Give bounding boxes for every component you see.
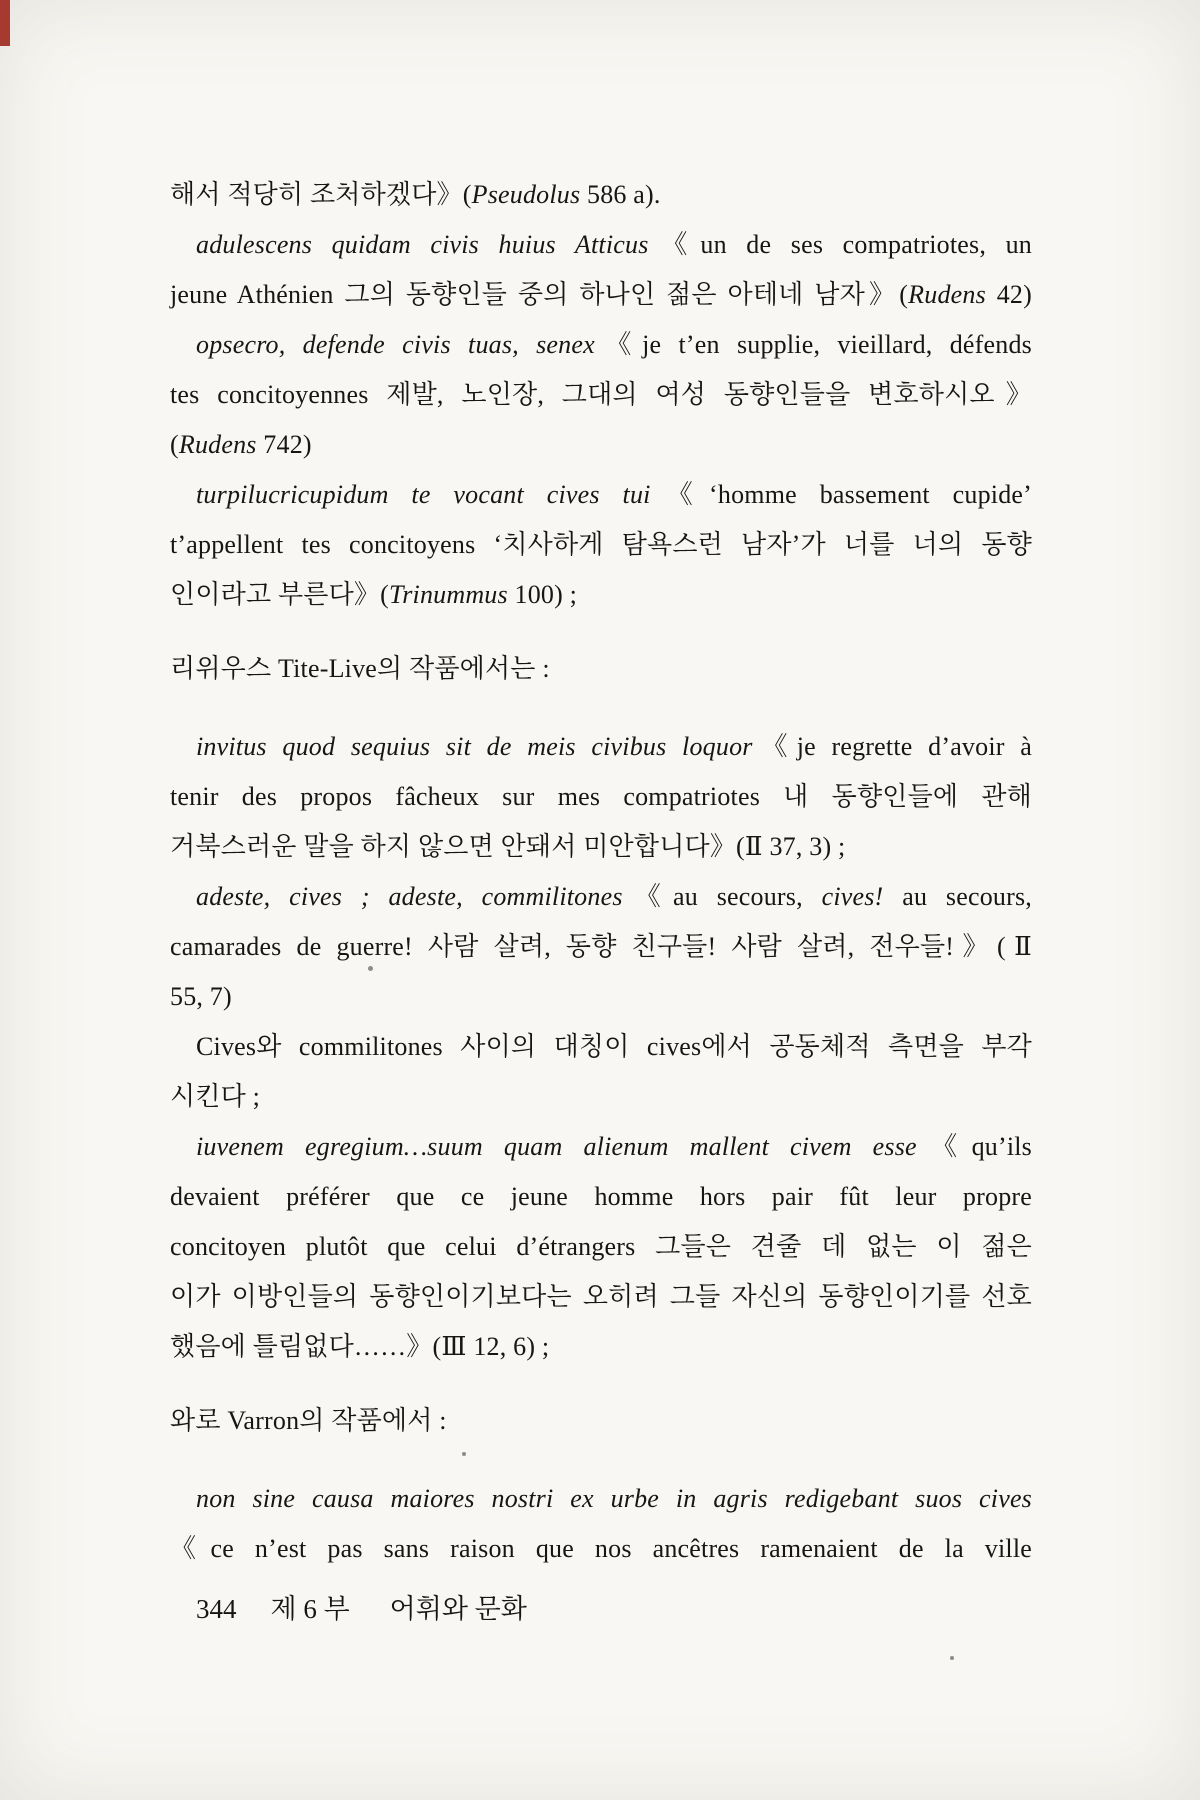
paragraph xyxy=(170,320,1032,470)
latin-quote-segment: invitus quod sequius sit de meis civibus loquor xyxy=(196,732,753,761)
text-line xyxy=(170,1322,1032,1372)
latin-quote-segment: non sine causa maiores nostri ex urbe in agris redigebant suos cives xyxy=(196,1484,1032,1513)
text-line xyxy=(170,922,1032,972)
latin-quote-segment: adeste, cives ; adeste, commilitones xyxy=(196,882,623,911)
latin-quote-segment: Rudens xyxy=(178,430,257,459)
paragraph xyxy=(170,872,1032,1022)
paragraph xyxy=(170,470,1032,620)
text-segment: 했음에 틀림없다……》(Ⅲ 12, 6) ; xyxy=(170,1332,550,1361)
text-segment: 742) xyxy=(256,430,312,459)
text-line xyxy=(170,1072,1032,1122)
text-segment: 《‘homme bassement cupide’ xyxy=(650,480,1032,509)
text-line xyxy=(170,1524,1032,1574)
text-segment: 해서 적당히 조처하겠다》( xyxy=(170,180,472,209)
text-line xyxy=(170,644,1032,694)
text-segment: 리위우스 Tite-Live의 작품에서는 : xyxy=(170,654,550,683)
text-line xyxy=(170,470,1032,520)
paragraph xyxy=(170,1022,1032,1122)
text-line xyxy=(170,1396,1032,1446)
text-segment: 이가 이방인들의 동향인이기보다는 오히려 그들 자신의 동향인이기를 선호 xyxy=(170,1282,1032,1311)
text-segment: 《ce n’est pas sans raison que nos ancêtres ramenaient de la ville xyxy=(170,1534,1032,1563)
text-segment: 《je regrette d’avoir à xyxy=(752,732,1033,761)
paragraph xyxy=(170,1122,1032,1372)
text-segment: ( xyxy=(170,430,179,459)
page-footer xyxy=(196,1592,527,1626)
text-segment: tenir des propos fâcheux sur mes compatriotes 내 동향인들에 관해 xyxy=(170,782,1032,811)
text-line xyxy=(170,420,1032,470)
text-line xyxy=(170,570,1032,620)
text-line xyxy=(170,1022,1032,1072)
text-line xyxy=(170,1122,1032,1172)
text-line xyxy=(170,722,1032,772)
latin-quote-segment: Trinummus xyxy=(388,580,508,609)
text-line xyxy=(170,972,1032,1022)
text-segment: 《je t’en supplie, vieillard, défends xyxy=(594,330,1032,359)
latin-quote-segment: adulescens quidam civis huius Atticus xyxy=(196,230,649,259)
text-line xyxy=(170,822,1032,872)
text-segment: 거북스러운 말을 하지 않으면 안돼서 미안합니다》(Ⅱ 37, 3) ; xyxy=(170,832,846,861)
text-segment: 《un de ses compatriotes, un xyxy=(648,230,1032,259)
text-line xyxy=(170,520,1032,570)
latin-quote-segment: Pseudolus xyxy=(471,180,581,209)
text-segment: tes concitoyennes 제발, 노인장, 그대의 여성 동향인들을 변호하시오》 xyxy=(170,380,1032,409)
paragraph xyxy=(170,1474,1032,1574)
text-segment: 100) ; xyxy=(507,580,578,609)
latin-quote-segment: Rudens xyxy=(908,280,986,309)
text-segment: jeune Athénien 그의 동향인들 중의 하나인 젊은 아테네 남자》( xyxy=(170,280,909,309)
text-segment: Cives와 commilitones 사이의 대칭이 cives에서 공동체적 측면을 부각 xyxy=(196,1032,1032,1061)
latin-quote-segment: cives! xyxy=(821,882,884,911)
latin-quote-segment: iuvenem egregium…suum quam alienum mallent civem esse xyxy=(196,1132,917,1161)
paragraph xyxy=(170,722,1032,872)
text-segment: devaient préférer que ce jeune homme hors pair fût leur propre xyxy=(170,1182,1032,1211)
intro-line xyxy=(170,1396,1032,1446)
scan-artifact-red-strip xyxy=(0,0,10,46)
text-line xyxy=(170,1272,1032,1322)
text-segment: 《au secours, xyxy=(622,882,822,911)
text-segment: concitoyen plutôt que celui d’étrangers 그들은 견줄 데 없는 이 젊은 xyxy=(170,1232,1032,1261)
paragraph xyxy=(170,220,1032,320)
text-line xyxy=(170,270,1032,320)
latin-quote-segment: opsecro, defende civis tuas, senex xyxy=(196,330,595,359)
text-line xyxy=(170,1222,1032,1272)
text-segment: 인이라고 부른다》( xyxy=(170,580,389,609)
text-segment: 42) xyxy=(985,280,1032,309)
text-line xyxy=(170,220,1032,270)
text-line xyxy=(170,320,1032,370)
text-segment: 586 a). xyxy=(580,180,661,209)
text-line xyxy=(170,1474,1032,1524)
text-line xyxy=(170,170,1032,220)
text-segment: 시킨다 ; xyxy=(170,1082,261,1111)
text-segment: 55, 7) xyxy=(170,982,232,1011)
text-segment: t’appellent tes concitoyens ‘치사하게 탐욕스런 남자’가 너를 너의 동향 xyxy=(170,530,1032,559)
latin-quote-segment: turpilucricupidum te vocant cives tui xyxy=(196,480,651,509)
text-segment: au secours, xyxy=(883,882,1032,911)
text-segment: camarades de guerre! 사람 살려, 동향 친구들! 사람 살려, 전우들!》(Ⅱ xyxy=(170,932,1032,961)
intro-line xyxy=(170,644,1032,694)
text-line xyxy=(170,1172,1032,1222)
part-label: 제 6 부 xyxy=(270,1594,350,1624)
text-line xyxy=(170,772,1032,822)
text-segment: 《qu’ils xyxy=(916,1132,1032,1161)
text-line xyxy=(170,872,1032,922)
text-block xyxy=(170,170,1032,1574)
text-line xyxy=(170,370,1032,420)
scan-speck xyxy=(950,1656,954,1660)
part-title: 어휘와 문화 xyxy=(389,1594,527,1624)
text-segment: 와로 Varron의 작품에서 : xyxy=(170,1406,447,1435)
page-number: 344 xyxy=(196,1594,237,1624)
paragraph xyxy=(170,170,1032,220)
